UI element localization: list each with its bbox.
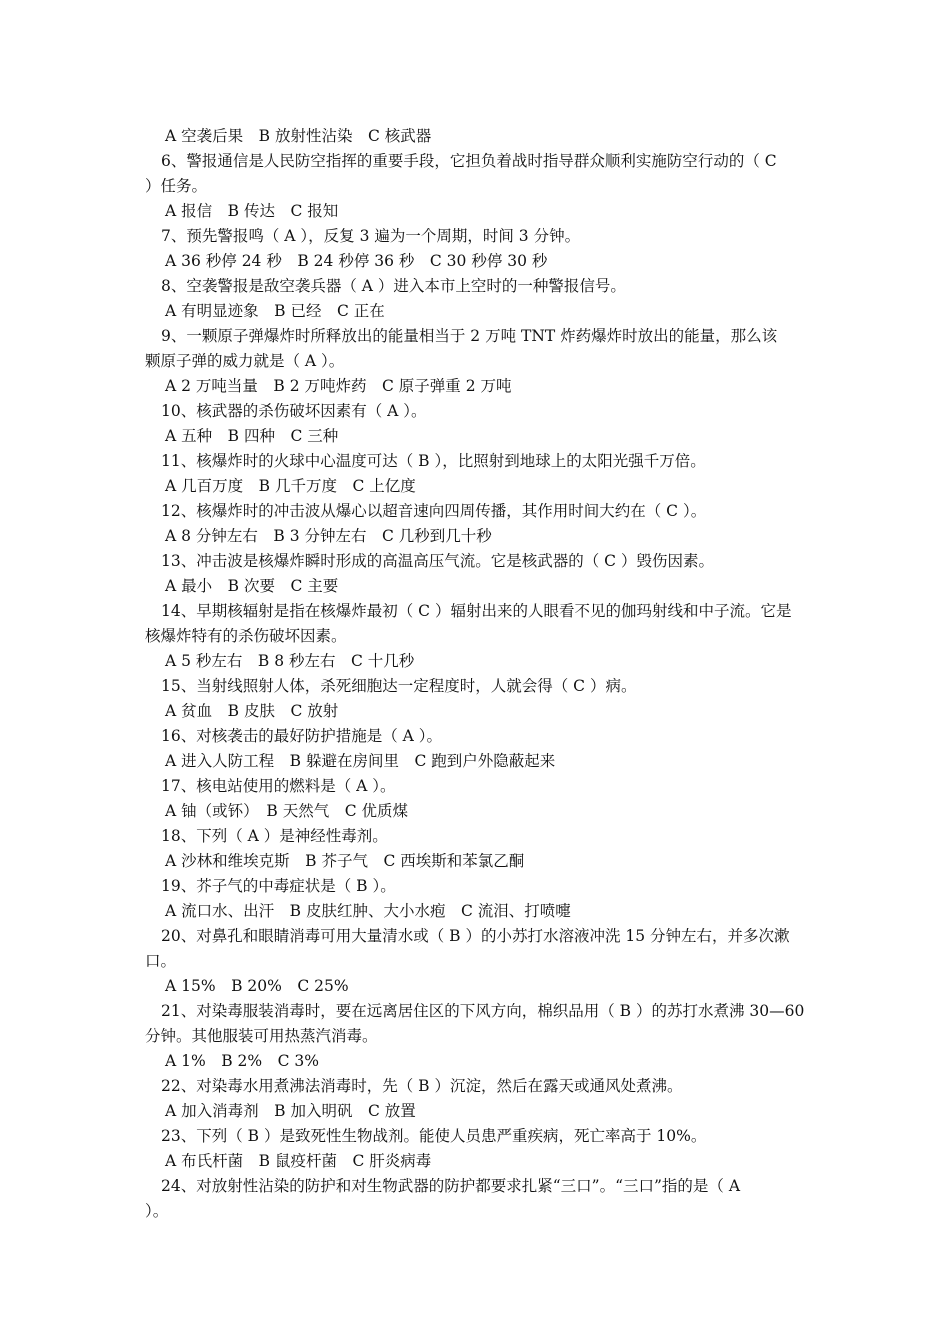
document-page <box>145 124 810 1224</box>
answer-options: A 有明显迹象 B 已经 C 正在 <box>165 302 385 320</box>
question-text: 8、空袭警报是敌空袭兵器（ A ）进入本市上空时的一种警报信号。 <box>161 277 626 295</box>
answer-options: A 五种 B 四种 C 三种 <box>165 427 339 445</box>
answer-options: A 流口水、出汗 B 皮肤红肿、大小水疱 C 流泪、打喷嚏 <box>165 902 571 920</box>
question-continuation: 颗原子弹的威力就是（ A ）。 <box>145 352 345 370</box>
question-text: 12、核爆炸时的冲击波从爆心以超音速向四周传播，其作用时间大约在（ C ）。 <box>161 502 707 520</box>
answer-options: A 36 秒停 24 秒 B 24 秒停 36 秒 C 30 秒停 30 秒 <box>165 252 548 270</box>
question-text: 15、当射线照射人体，杀死细胞达一定程度时，人就会得（ C ）病。 <box>161 677 637 695</box>
answer-options: A 2 万吨当量 B 2 万吨炸药 C 原子弹重 2 万吨 <box>165 377 512 395</box>
question-continuation: ）。 <box>145 1202 169 1220</box>
question-text: 22、对染毒水用煮沸法消毒时，先（ B ）沉淀，然后在露天或通风处煮沸。 <box>161 1077 683 1095</box>
answer-options: A 布氏杆菌 B 鼠疫杆菌 C 肝炎病毒 <box>165 1152 432 1170</box>
answer-options: A 加入消毒剂 B 加入明矾 C 放置 <box>165 1102 416 1120</box>
question-text: 10、核武器的杀伤破坏因素有（ A ）。 <box>161 402 427 420</box>
question-text: 11、核爆炸时的火球中心温度可达（ B ），比照射到地球上的太阳光强千万倍。 <box>161 452 706 470</box>
answer-options: A 1% B 2% C 3% <box>165 1052 319 1070</box>
question-continuation: 核爆炸特有的杀伤破坏因素。 <box>145 627 347 645</box>
answer-options: A 最小 B 次要 C 主要 <box>165 577 339 595</box>
question-continuation: 分钟。其他服装可用热蒸汽消毒。 <box>145 1027 378 1045</box>
question-text: 17、核电站使用的燃料是（ A ）。 <box>161 777 396 795</box>
question-continuation: ）任务。 <box>145 177 208 195</box>
question-text: 7、预先警报鸣（ A ），反复 3 遍为一个周期，时间 3 分钟。 <box>161 227 581 245</box>
question-text: 23、下列（ B ）是致死性生物战剂。能使人员患严重疾病，死亡率高于 10%。 <box>161 1127 707 1145</box>
question-text: 21、对染毒服装消毒时，要在远离居住区的下风方向，棉织品用（ B ）的苏打水煮沸 30—60 <box>161 1002 805 1020</box>
question-text: 24、对放射性沾染的防护和对生物武器的防护都要求扎紧“三口”。“三口”指的是（ A <box>161 1177 741 1195</box>
question-text: 6、警报通信是人民防空指挥的重要手段，它担负着战时指导群众顺利实施防空行动的（ C <box>161 152 777 170</box>
question-text: 13、冲击波是核爆炸瞬时形成的高温高压气流。它是核武器的（ C ）毁伤因素。 <box>161 552 714 570</box>
answer-options: A 15% B 20% C 25% <box>165 977 349 995</box>
answer-options: A 5 秒左右 B 8 秒左右 C 十几秒 <box>165 652 415 670</box>
question-text: 19、芥子气的中毒症状是（ B ）。 <box>161 877 396 895</box>
answer-options: A 沙林和维埃克斯 B 芥子气 C 西埃斯和苯氯乙酮 <box>165 852 525 870</box>
answer-options: A 8 分钟左右 B 3 分钟左右 C 几秒到几十秒 <box>165 527 492 545</box>
answer-options: A 报信 B 传达 C 报知 <box>165 202 339 220</box>
answer-options: A 进入人防工程 B 躲避在房间里 C 跑到户外隐蔽起来 <box>165 752 556 770</box>
answer-options: A 几百万度 B 几千万度 C 上亿度 <box>165 477 416 495</box>
answer-options: A 贫血 B 皮肤 C 放射 <box>165 702 339 720</box>
question-text: 18、下列（ A ）是神经性毒剂。 <box>161 827 388 845</box>
question-text: 9、一颗原子弹爆炸时所释放出的能量相当于 2 万吨 TNT 炸药爆炸时放出的能量，那么该 <box>161 327 778 345</box>
question-text: 16、对核袭击的最好防护措施是（ A ）。 <box>161 727 443 745</box>
question-text: 20、对鼻孔和眼睛消毒可用大量清水或（ B ）的小苏打水溶液冲洗 15 分钟左右，并多次漱 <box>161 927 790 945</box>
answer-options: A 空袭后果 B 放射性沾染 C 核武器 <box>165 127 432 145</box>
answer-options: A 铀（或钚） B 天然气 C 优质煤 <box>165 802 408 820</box>
question-text: 14、早期核辐射是指在核爆炸最初（ C ）辐射出来的人眼看不见的伽玛射线和中子流。它是 <box>161 602 792 620</box>
question-continuation: 口。 <box>145 952 177 970</box>
